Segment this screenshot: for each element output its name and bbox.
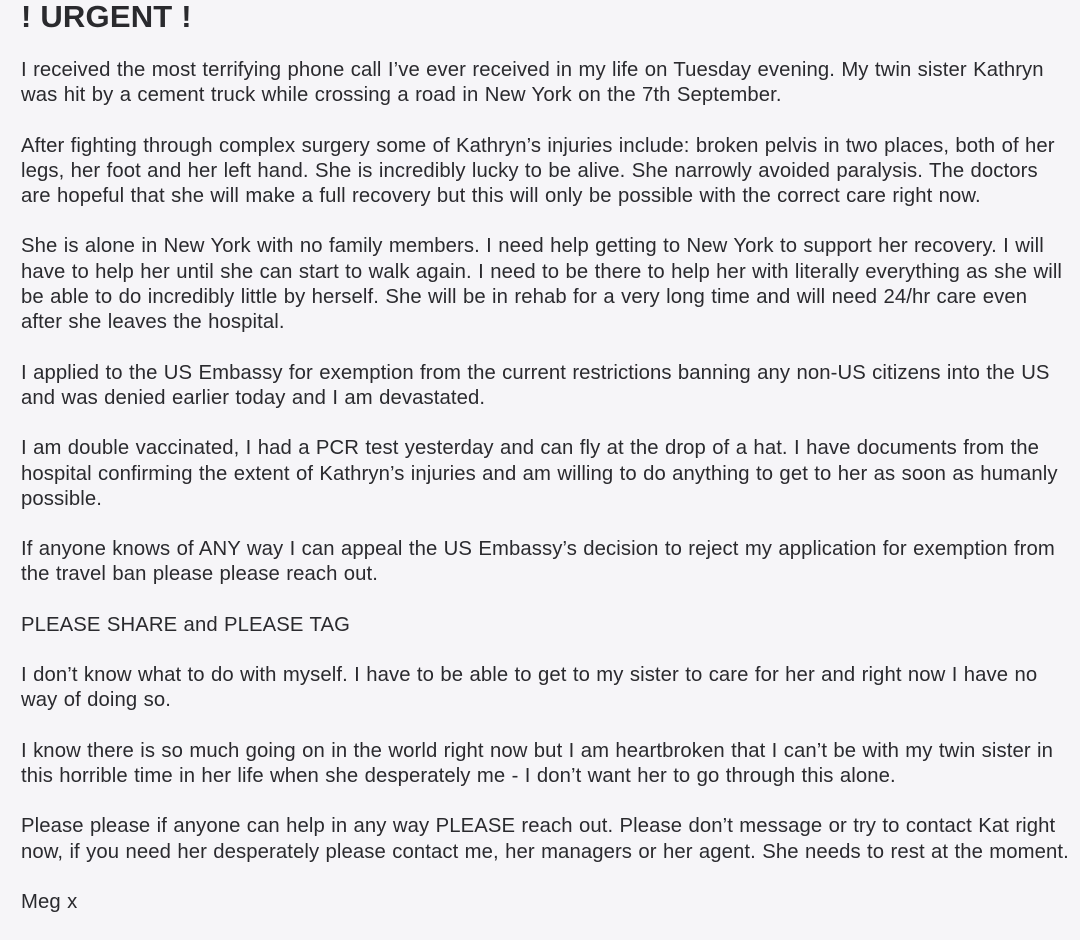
paragraph-alone: She is alone in New York with no family members. I need help getting to New York to support her recovery. I will have to help her until she can start to walk again. I need to be there to help her with literally everything as she will be able to do incredibly little by herself. She will be in rehab for a very long time and will need 24/hr care even after she leaves the hospital.	[21, 235, 1063, 334]
paragraph-share: PLEASE SHARE and PLEASE TAG	[21, 613, 351, 636]
paragraph-helpless: I don’t know what to do with myself. I have to be able to get to my sister to care for her and right now I have no way of doing so.	[21, 664, 1038, 712]
paragraph-accident: I received the most terrifying phone call I’ve ever received in my life on Tuesday evening. My twin sister Kathryn was hit by a cement truck while crossing a road in New York on the 7th September.	[21, 59, 1044, 107]
paragraph-vaccinated: I am double vaccinated, I had a PCR test yesterday and can fly at the drop of a hat. I have documents from the hospital confirming the extent of Kathryn’s injuries and am willing to do anything to get to her as soon as humanly possible.	[21, 437, 1058, 510]
note-body	[21, 0, 1071, 940]
signature: Meg x	[21, 890, 78, 913]
paragraph-injuries: After fighting through complex surgery some of Kathryn’s injuries include: broken pelvis in two places, both of her legs, her foot and her left hand. She is incredibly lucky to be alive. She narrowly avoided paralysis. The doctors are hopeful that she will make a full recovery but this will only be possible with the correct care right now.	[21, 134, 1055, 208]
paragraph-heartbroken: I know there is so much going on in the world right now but I am heartbroken that I can’t be with my twin sister in this horrible time in her life when she desperately me - I don’t want her to go through this alone.	[21, 739, 1054, 787]
note-title: ! URGENT !	[21, 0, 192, 34]
paragraph-embassy: I applied to the US Embassy for exemption from the current restrictions banning any non-US citizens into the US and was denied earlier today and I am devastated.	[21, 361, 1050, 409]
note-paragraphs	[21, 58, 1071, 915]
paragraph-contact: Please please if anyone can help in any way PLEASE reach out. Please don’t message or try to contact Kat right now, if you need her desperately please contact me, her managers or her agent. She needs to rest at the moment.	[21, 815, 1069, 863]
paragraph-appeal: If anyone knows of ANY way I can appeal the US Embassy’s decision to reject my application for exemption from the travel ban please please reach out.	[21, 538, 1055, 586]
